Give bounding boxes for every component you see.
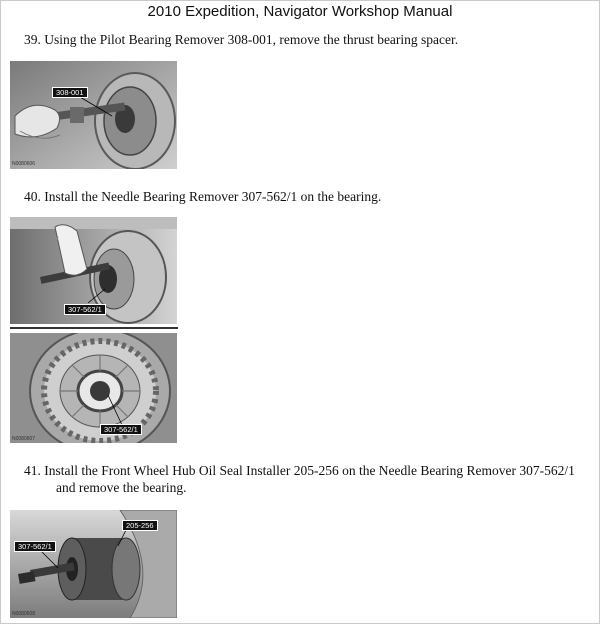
figure-illustration	[10, 333, 177, 443]
figure-oil-seal-installer	[10, 510, 177, 618]
figure-id: N0080606	[12, 161, 36, 167]
step-40-text: 40. Install the Needle Bearing Remover 307-562/1 on the bearing.	[24, 189, 382, 204]
step-41-line-2: and remove the bearing.	[56, 480, 187, 495]
figure-needle-bearing-remover	[10, 217, 177, 324]
figure-id: N0080608	[12, 611, 36, 617]
figure-id: N0080607	[12, 436, 36, 442]
figure-divider	[10, 327, 178, 329]
figure-pilot-bearing-remover	[10, 61, 177, 169]
callout-label: 307-562/1	[14, 541, 56, 552]
callout-label: 205-256	[122, 520, 158, 531]
callout-label: 308-001	[52, 87, 88, 98]
step-41-text	[24, 462, 575, 496]
step-41-line-1: 41. Install the Front Wheel Hub Oil Seal Installer 205-256 on the Needle Bearing Remover 307-562/1	[24, 463, 575, 478]
figure-needle-bearing-remover-installed	[10, 333, 177, 443]
figure-illustration	[10, 61, 177, 169]
callout-label: 307-562/1	[64, 304, 106, 315]
callout-label: 307-562/1	[100, 424, 142, 435]
page-title: 2010 Expedition, Navigator Workshop Manual	[147, 3, 453, 20]
step-39-text: 39. Using the Pilot Bearing Remover 308-001, remove the thrust bearing spacer.	[24, 32, 459, 47]
